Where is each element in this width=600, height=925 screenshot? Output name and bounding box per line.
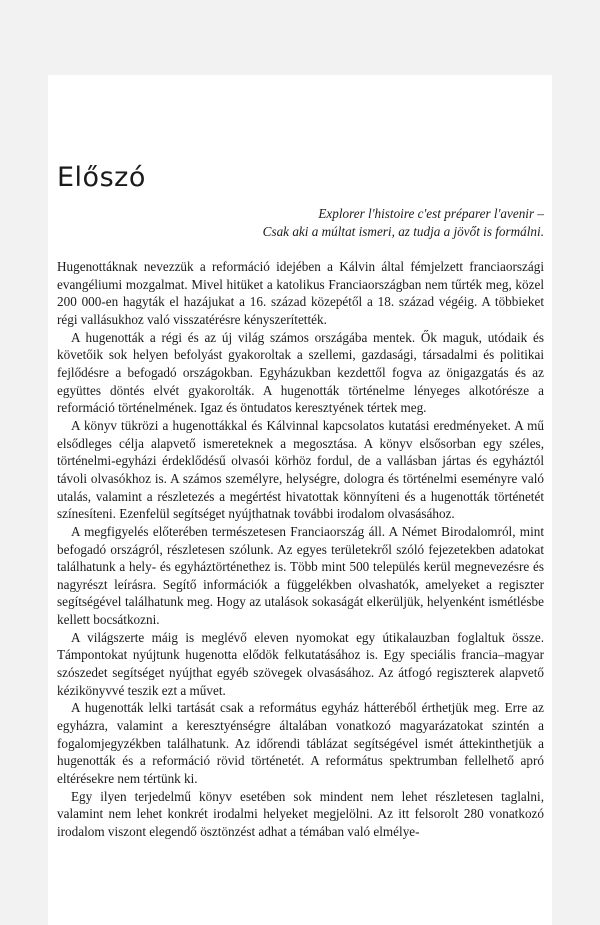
body-text [57, 258, 544, 841]
motto-line-french: Explorer l'histoire c'est préparer l'avenir – [318, 206, 544, 221]
paragraph: A hugenották a régi és az új világ számos országába mentek. Ők maguk, utódaik és követőik sok helyen befolyást gyakoroltak a szellemi, gazdasági, társadalmi és politikai fejlődésre a befogadó országokban. Egyházukban kezdettől fogva az önigazgatás és az együttes döntés elvét gyakorolták. A hugenották történelme lényeges alkotórésze a reformáció történelmének. Igaz és öntudatos keresztyének tértek meg. [57, 329, 544, 416]
motto [263, 205, 544, 241]
paragraph: A hugenották lelki tartását csak a református egyház hátteréből érthetjük meg. Erre az egyházra, valamint a keresztyénségre általában vonatkozó magyarázatokat szintén a fogalomjegyzékben találhatunk. Az időrendi táblázat segítségével ismét áttekinthetjük a hugenották és a reformáció rövid történetét. A református spektrumban fellelhető apró eltérésekre nem tértünk ki. [57, 700, 544, 787]
book-page [48, 75, 552, 925]
chapter-title: Előszó [57, 162, 146, 193]
paragraph: A könyv tükrözi a hugenottákkal és Kálvinnal kapcsolatos kutatási eredményeket. A mű elsődleges célja alapvető ismereteknek a megosztása. A könyv elsősorban egy széles, történelmi-egyházi érdeklődésű olvasói körhöz fordul, de a vallásban jártas és egyháztól távoli olvasókhoz is. A számos személyre, helységre, dologra és történelmi eseményre való utalás, valamint a részletezés a megértést hivatottak könnyíteni és a hugenották történetét színesíteni. Ezenfelül segítséget nyújthatnak további irodalom olvasásához. [57, 417, 544, 522]
paragraph: Hugenottáknak nevezzük a reformáció idejében a Kálvin által fémjelzett franciaországi evangéliumi mozgalmat. Mivel hitüket a katolikus Franciaországban nem tűrték meg, közel 200 000-en hagyták el hazájukat a 16. század közepétől a 18. század végéig. A többieket régi vallásukhoz való visszatérésre kényszerítették. [57, 259, 544, 327]
paragraph: A világszerte máig is meglévő eleven nyomokat egy útikalauzban foglaltuk össze. Támpontokat nyújtunk hugenotta elődök felkutatásához is. Egy speciális francia–magyar szószedet segítséget nyújthat egyéb szövegek olvasásához. Az átfogó regiszterek alapvető kézikönyvvé teszik ezt a művet. [57, 629, 544, 698]
motto-line-hungarian: Csak aki a múltat ismeri, az tudja a jövőt is formálni. [262, 224, 544, 239]
paragraph: Egy ilyen terjedelmű könyv esetében sok mindent nem lehet részletesen taglalni, valamint nem lehet konkrét irodalmi helyeket megjelölni. Az itt felsorolt 280 vonatkozó irodalom viszont elegendő ösztönzést adhat a témában való elmélye- [57, 788, 544, 839]
paragraph: A megfigyelés előterében természetesen Franciaország áll. A Német Birodalomról, mint befogadó országról, részletesen szólunk. Az egyes területekről szóló fejezetekben adatokat találhatunk a hely- és egyháztörténethez is. Több mint 500 település kerül megnevezésre és nagyrészt leírásra. Segítő információk a függelékben olvashatók, amelyeket a regiszter segítségével találhatunk meg. Hogy az utalások sokaságát elkerüljük, helyenként ismétlésbe kellett bocsátkozni. [57, 523, 544, 628]
